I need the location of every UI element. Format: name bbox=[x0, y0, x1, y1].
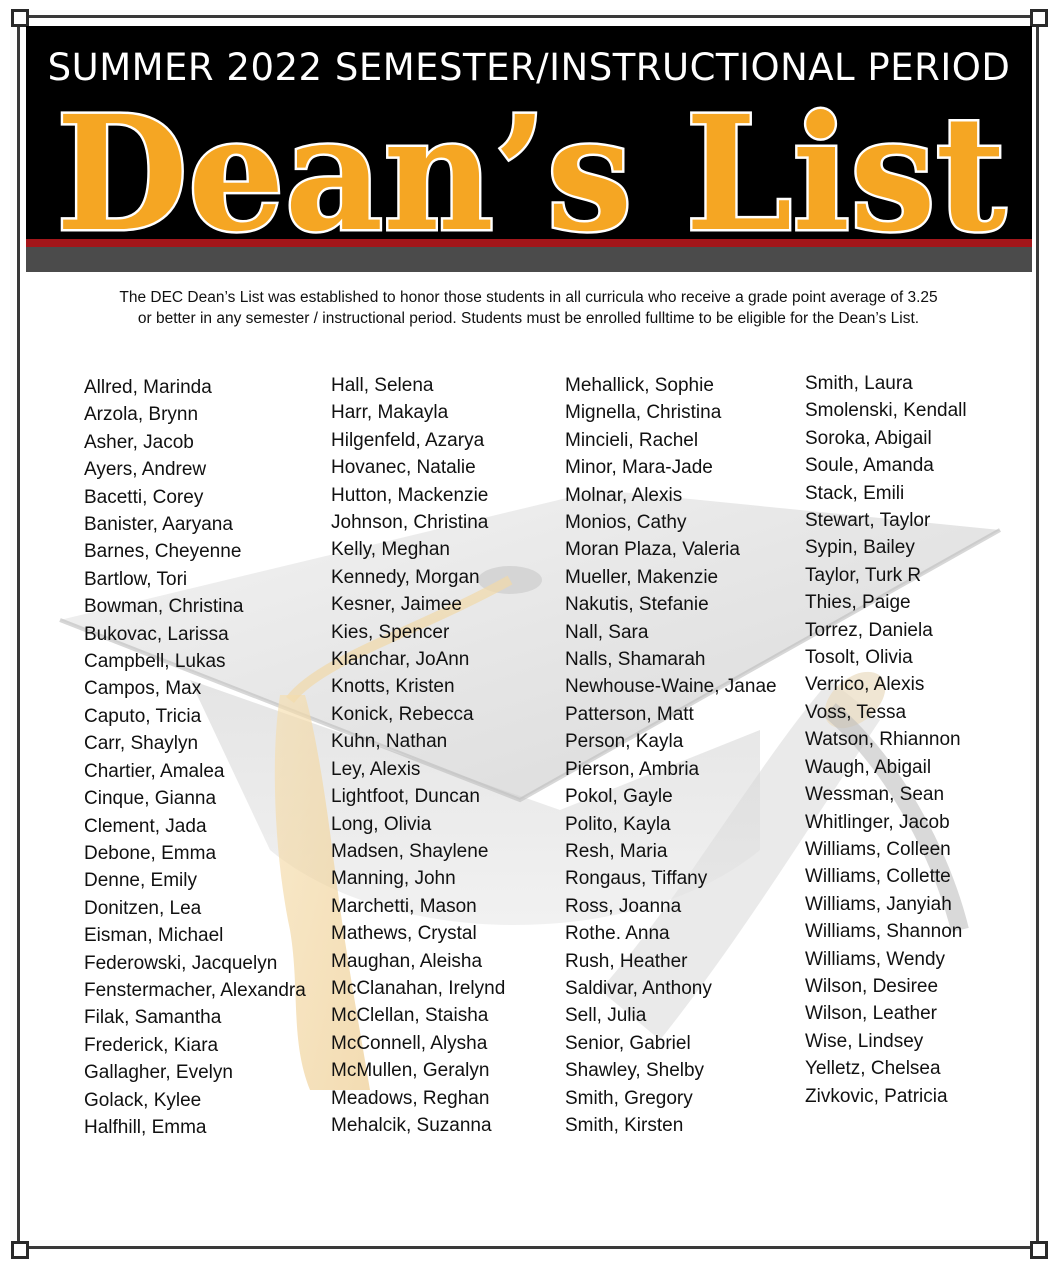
student-name: Madsen, Shaylene bbox=[331, 840, 489, 862]
student-name: Smolenski, Kendall bbox=[805, 400, 967, 422]
student-name: Bukovac, Larissa bbox=[84, 623, 229, 645]
student-name: Smith, Kirsten bbox=[565, 1114, 684, 1136]
student-name: Waugh, Abigail bbox=[805, 756, 932, 778]
student-name: Williams, Colleen bbox=[805, 838, 951, 860]
student-name: Konick, Rebecca bbox=[331, 703, 474, 725]
student-name: Mathews, Crystal bbox=[331, 923, 477, 945]
student-name: Hovanec, Natalie bbox=[331, 457, 476, 479]
student-name: Molnar, Alexis bbox=[565, 484, 683, 506]
name-column-4 bbox=[805, 370, 967, 1110]
student-name: Kesner, Jaimee bbox=[331, 594, 462, 616]
student-name: Donitzen, Lea bbox=[84, 897, 202, 919]
student-name: Debone, Emma bbox=[84, 842, 217, 864]
student-name: McClellan, Staisha bbox=[331, 1005, 489, 1027]
student-name: Monios, Cathy bbox=[565, 512, 687, 534]
student-name: Mueller, Makenzie bbox=[565, 566, 719, 588]
student-name: Soroka, Abigail bbox=[805, 427, 932, 449]
student-name: Senior, Gabriel bbox=[565, 1032, 691, 1054]
student-name: Watson, Rhiannon bbox=[805, 729, 961, 751]
student-name: Pokol, Gayle bbox=[565, 786, 673, 808]
student-name: Manning, John bbox=[331, 868, 456, 890]
student-name: Taylor, Turk R bbox=[805, 564, 922, 586]
student-name: Saldivar, Anthony bbox=[565, 977, 712, 999]
student-name: Kelly, Meghan bbox=[331, 539, 450, 561]
student-name: Frederick, Kiara bbox=[84, 1034, 219, 1056]
grommet-top-left bbox=[11, 9, 29, 27]
student-name: Bacetti, Corey bbox=[84, 486, 204, 508]
student-name: Klanchar, JoAnn bbox=[331, 649, 470, 671]
student-name: Patterson, Matt bbox=[565, 703, 694, 725]
student-name: Banister, Aaryana bbox=[84, 514, 233, 536]
student-name: Denne, Emily bbox=[84, 870, 197, 892]
student-name: Mehallick, Sophie bbox=[565, 375, 714, 396]
student-name: Long, Olivia bbox=[331, 813, 432, 835]
student-name: Wilson, Leather bbox=[805, 1003, 938, 1025]
student-name: Zivkovic, Patricia bbox=[805, 1085, 948, 1107]
student-name: McConnell, Alysha bbox=[331, 1032, 488, 1054]
student-name: McClanahan, Irelynd bbox=[331, 977, 506, 999]
student-name: Cinque, Gianna bbox=[84, 788, 217, 810]
student-name: Wilson, Desiree bbox=[805, 975, 939, 997]
student-name: Pierson, Ambria bbox=[565, 758, 700, 780]
student-name: Whitlinger, Jacob bbox=[805, 811, 950, 833]
student-name: Rush, Heather bbox=[565, 950, 688, 972]
student-name: Thies, Paige bbox=[805, 592, 911, 614]
student-name: Marchetti, Mason bbox=[331, 895, 477, 917]
student-name: Knotts, Kristen bbox=[331, 676, 455, 698]
student-name: Nall, Sara bbox=[565, 621, 649, 643]
header-banner bbox=[26, 26, 1032, 272]
student-name: Kies, Spencer bbox=[331, 621, 450, 643]
student-name: McMullen, Geralyn bbox=[331, 1060, 490, 1082]
student-name: Rongaus, Tiffany bbox=[565, 868, 708, 890]
grommet-bottom-right bbox=[1030, 1241, 1048, 1259]
student-name: Smith, Laura bbox=[805, 373, 913, 394]
student-name: Gallagher, Evelyn bbox=[84, 1062, 233, 1084]
student-name: Polito, Kayla bbox=[565, 813, 671, 835]
page-title bbox=[50, 84, 1012, 264]
intro-line-1: The DEC Dean’s List was established to honor those students in all curricula who receive a grade point average of 3.25 bbox=[119, 289, 938, 306]
student-name: Nalls, Shamarah bbox=[565, 649, 706, 671]
page-subtitle: SUMMER 2022 SEMESTER/INSTRUCTIONAL PERIOD bbox=[47, 46, 1011, 89]
grommet-top-right bbox=[1030, 9, 1048, 27]
grommet-bottom-left bbox=[11, 1241, 29, 1259]
student-name: Kuhn, Nathan bbox=[331, 731, 448, 753]
student-name: Maughan, Aleisha bbox=[331, 950, 483, 972]
student-name: Campos, Max bbox=[84, 678, 202, 700]
student-name: Kennedy, Morgan bbox=[331, 566, 480, 588]
student-name: Carr, Shaylyn bbox=[84, 733, 199, 755]
student-name: Nakutis, Stefanie bbox=[565, 594, 709, 616]
student-name: Williams, Wendy bbox=[805, 948, 946, 970]
student-name: Person, Kayla bbox=[565, 731, 684, 753]
student-name: Johnson, Christina bbox=[331, 512, 489, 534]
student-name: Newhouse-Waine, Janae bbox=[565, 676, 777, 698]
intro-text bbox=[40, 287, 1017, 329]
student-name: Stack, Emili bbox=[805, 482, 905, 504]
student-name: Eisman, Michael bbox=[84, 925, 224, 947]
student-name: Campbell, Lukas bbox=[84, 651, 226, 673]
student-name: Tosolt, Olivia bbox=[805, 647, 913, 669]
student-name: Minor, Mara-Jade bbox=[565, 457, 713, 479]
student-name: Clement, Jada bbox=[84, 815, 207, 837]
student-name: Verrico, Alexis bbox=[805, 674, 925, 696]
name-column-3 bbox=[565, 372, 777, 1139]
student-name: Federowski, Jacquelyn bbox=[84, 952, 278, 974]
name-column-1 bbox=[84, 374, 306, 1141]
student-name: Barnes, Cheyenne bbox=[84, 541, 242, 563]
student-name: Caputo, Tricia bbox=[84, 705, 202, 727]
student-name: Shawley, Shelby bbox=[565, 1060, 705, 1082]
student-name: Bowman, Christina bbox=[84, 596, 244, 618]
student-name: Williams, Collette bbox=[805, 866, 951, 888]
student-name: Ross, Joanna bbox=[565, 895, 682, 917]
student-name: Sell, Julia bbox=[565, 1005, 647, 1027]
student-name: Williams, Janyiah bbox=[805, 893, 952, 915]
student-name: Resh, Maria bbox=[565, 840, 668, 862]
student-name: Asher, Jacob bbox=[84, 431, 194, 453]
student-name: Yelletz, Chelsea bbox=[805, 1058, 941, 1080]
student-name: Moran Plaza, Valeria bbox=[565, 539, 740, 561]
student-name: Smith, Gregory bbox=[565, 1087, 693, 1109]
student-name: Ayers, Andrew bbox=[84, 459, 207, 481]
student-name: Mignella, Christina bbox=[565, 402, 722, 424]
student-name: Harr, Makayla bbox=[331, 402, 449, 424]
student-name: Wise, Lindsey bbox=[805, 1030, 924, 1052]
student-name: Soule, Amanda bbox=[805, 455, 934, 477]
student-name: Chartier, Amalea bbox=[84, 760, 225, 782]
student-name: Ley, Alexis bbox=[331, 758, 421, 780]
student-name: Filak, Samantha bbox=[84, 1007, 222, 1029]
student-name: Mincieli, Rachel bbox=[565, 429, 699, 451]
student-name: Halfhill, Emma bbox=[84, 1116, 207, 1138]
intro-line-2: or better in any semester / instructional period. Students must be enrolled fulltime to be eligible for the Dean’s List. bbox=[137, 310, 920, 327]
student-name: Arzola, Brynn bbox=[84, 404, 199, 426]
student-name: Williams, Shannon bbox=[805, 921, 963, 943]
name-column-2 bbox=[331, 372, 505, 1139]
student-name: Fenstermacher, Alexandra bbox=[84, 979, 306, 1001]
student-name: Lightfoot, Duncan bbox=[331, 786, 480, 808]
student-name: Sypin, Bailey bbox=[805, 537, 915, 559]
student-name: Torrez, Daniela bbox=[805, 619, 933, 641]
student-name: Hutton, Mackenzie bbox=[331, 484, 489, 506]
student-name: Mehalcik, Suzanna bbox=[331, 1114, 492, 1136]
student-name: Bartlow, Tori bbox=[84, 568, 188, 590]
student-name: Allred, Marinda bbox=[84, 377, 212, 398]
student-name: Rothe. Anna bbox=[565, 923, 670, 945]
student-name: Hilgenfeld, Azarya bbox=[331, 429, 485, 451]
student-name: Golack, Kylee bbox=[84, 1089, 202, 1111]
student-name: Wessman, Sean bbox=[805, 784, 945, 806]
student-name: Meadows, Reghan bbox=[331, 1087, 490, 1109]
student-name: Hall, Selena bbox=[331, 375, 434, 396]
student-name: Stewart, Taylor bbox=[805, 510, 931, 532]
student-name: Voss, Tessa bbox=[805, 701, 907, 723]
title-text: Dean’s List bbox=[56, 84, 1007, 264]
